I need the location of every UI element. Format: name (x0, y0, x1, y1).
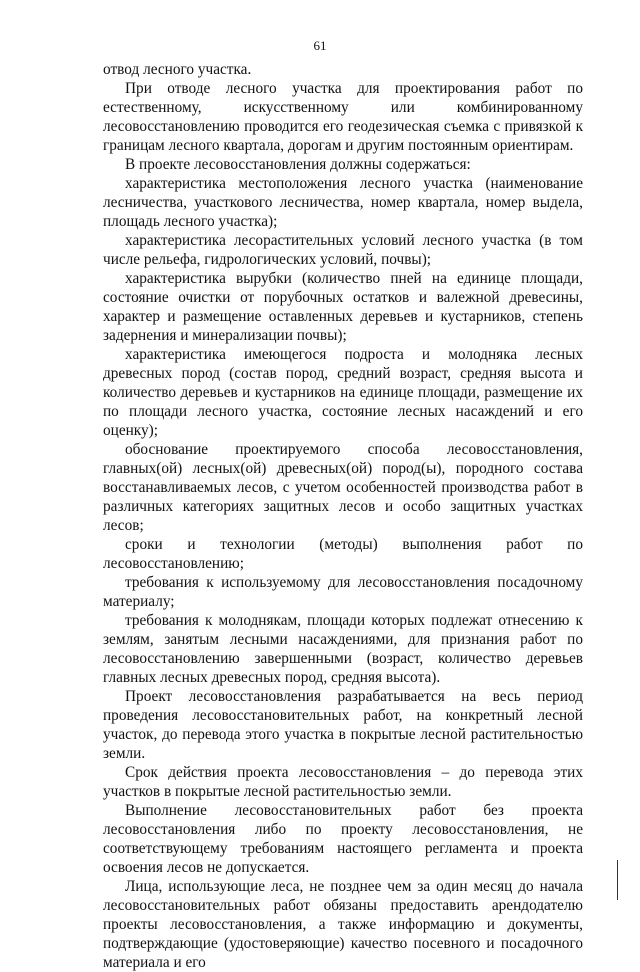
paragraph: Проект лесовосстановления разрабатывается на весь период проведения лесовосстановительных работ, на конкретный лесной участок, до перевода этого участка в покрытые лесной растительностью земли. (103, 688, 583, 762)
paragraph: обоснование проектируемого способа лесовосстановления, главных(ой) лесных(ой) древесных(ой) пород(ы), породного состава восстанавливаемых лесов, с учетом особенностей производства работ в различных категориях защитных лесов и особо защитных участках лесов; (103, 441, 583, 534)
scan-edge-line (617, 860, 618, 900)
page-number: 61 (313, 38, 327, 53)
paragraph: характеристика вырубки (количество пней на единице площади, состояние очистки от порубочных остатков и валежной древесины, характер и размещение оставленных деревьев и кустарников, степень задернения и минерализации почвы); (103, 270, 583, 344)
paragraph: требования к молоднякам, площади которых подлежат отнесению к землям, занятым лесными насаждениями, для признания работ по лесовосстановлению завершенными (возраст, количество деревьев главных лесных древесных пород, средняя высота). (103, 612, 583, 686)
paragraph: В проекте лесовосстановления должны содержаться: (125, 156, 471, 173)
paragraph: характеристика местоположения лесного участка (наименование лесничества, участкового лесничества, номер квартала, номер выдела, площадь лесного участка); (103, 175, 583, 230)
paragraph: характеристика лесорастительных условий лесного участка (в том числе рельефа, гидрологических условий, почвы); (103, 232, 583, 268)
paragraph: требования к используемому для лесовосстановления посадочному материалу; (103, 574, 583, 610)
paragraph: сроки и технологии (методы) выполнения работ по лесовосстановлению; (103, 536, 583, 572)
paragraph: Выполнение лесовосстановительных работ без проекта лесовосстановления либо по проекту лесовосстановления, не соответствующему требованиям настоящего регламента и проекта освоения лесов не допускается. (103, 802, 583, 876)
document-body (103, 60, 583, 972)
paragraph: При отводе лесного участка для проектирования работ по естественному, искусственному или комбинированному лесовосстановлению проводится его геодезическая съемка с привязкой к границам лесного квартала, дорогам и другим постоянным ориентирам. (103, 80, 583, 154)
paragraph: Срок действия проекта лесовосстановления – до перевода этих участков в покрытые лесной растительностью земли. (103, 764, 583, 800)
paragraph: отвод лесного участка. (103, 61, 252, 78)
paragraph: характеристика имеющегося подроста и молодняка лесных древесных пород (состав пород, средний возраст, средняя высота и количество деревьев и кустарников на единице площади, размещение их по площади лесного участка, состояние лесных насаждений и его оценку); (103, 346, 583, 439)
paragraph: Лица, использующие леса, не позднее чем за один месяц до начала лесовосстановительных работ обязаны предоставить арендодателю проекты лесовосстановления, а также информацию и документы, подтверждающие (удостоверяющие) качество посевного и посадочного материала и его (103, 878, 583, 971)
